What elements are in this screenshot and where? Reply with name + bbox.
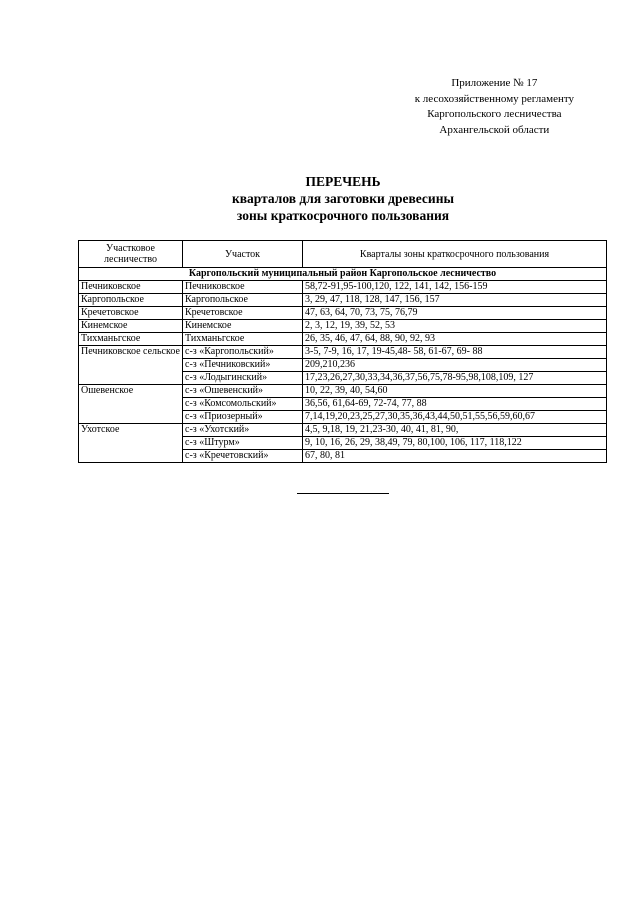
appendix-header: [415, 76, 574, 138]
quarters-cell: 36,56, 61,64-69, 72-74, 77, 88: [303, 398, 607, 411]
quarters-table: [78, 240, 607, 463]
section-title: Каргопольский муниципальный район Каргопольское лесничество: [79, 268, 607, 281]
quarters-cell: 9, 10, 16, 26, 29, 38,49, 79, 80,100, 106, 117, 118,122: [303, 437, 607, 450]
table-row: [79, 424, 607, 437]
title-line-2: кварталов для заготовки древесины: [231, 191, 455, 206]
district-cell: Каргопольское: [79, 294, 183, 307]
appendix-line-1: Приложение № 17: [451, 77, 538, 89]
district-cell: Кинемское: [79, 320, 183, 333]
table-row: [79, 281, 607, 294]
title-line-3: зоны краткосрочного пользования: [236, 208, 450, 223]
table-row: [79, 346, 607, 359]
quarters-cell: 17,23,26,27,30,33,34,36,37,56,75,78-95,98,108,109, 127: [303, 372, 607, 385]
district-cell: Тихманьгское: [79, 333, 183, 346]
table-header-row: [79, 241, 607, 268]
district-cell: Печниковское: [79, 281, 183, 294]
quarters-cell: 7,14,19,20,23,25,27,30,35,36,43,44,50,51,55,56,59,60,67: [303, 411, 607, 424]
table-row: [79, 385, 607, 398]
plot-cell: с-з «Печниковский»: [183, 359, 303, 372]
quarters-cell: 2, 3, 12, 19, 39, 52, 53: [303, 320, 607, 333]
plot-cell: с-з «Ухотский»: [183, 424, 303, 437]
plot-cell: с-з «Кречетовский»: [183, 450, 303, 463]
plot-cell: с-з «Комсомольский»: [183, 398, 303, 411]
plot-cell: с-з «Приозерный»: [183, 411, 303, 424]
district-cell: Ухотское: [79, 424, 183, 463]
quarters-cell: 3, 29, 47, 118, 128, 147, 156, 157: [303, 294, 607, 307]
header-plot: Участок: [183, 241, 303, 268]
end-divider-line: [297, 493, 389, 494]
plot-cell: Тихманьгское: [183, 333, 303, 346]
quarters-cell: 4,5, 9,18, 19, 21,23-30, 40, 41, 81, 90,: [303, 424, 607, 437]
appendix-line-3: Каргопольского лесничества: [427, 108, 562, 120]
quarters-cell: 58,72-91,95-100,120, 122, 141, 142, 156-159: [303, 281, 607, 294]
plot-cell: Кречетовское: [183, 307, 303, 320]
table-row: [79, 333, 607, 346]
plot-cell: с-з «Штурм»: [183, 437, 303, 450]
quarters-cell: 3-5, 7-9, 16, 17, 19-45,48- 58, 61-67, 69- 88: [303, 346, 607, 359]
district-cell: Кречетовское: [79, 307, 183, 320]
appendix-line-2: к лесохозяйственному регламенту: [414, 92, 574, 105]
quarters-cell: 47, 63, 64, 70, 73, 75, 76,79: [303, 307, 607, 320]
plot-cell: с-з «Ошевенский»: [183, 385, 303, 398]
document-title: [0, 173, 640, 224]
table-row: [79, 320, 607, 333]
plot-cell: с-з «Каргопольский»: [183, 346, 303, 359]
header-quarters: Кварталы зоны краткосрочного пользования: [303, 241, 607, 268]
quarters-cell: 26, 35, 46, 47, 64, 88, 90, 92, 93: [303, 333, 607, 346]
table-row: [79, 294, 607, 307]
title-line-1: ПЕРЕЧЕНЬ: [305, 174, 381, 189]
quarters-cell: 209,210,236: [303, 359, 607, 372]
appendix-line-4: Архангельской области: [439, 123, 550, 136]
quarters-cell: 10, 22, 39, 40, 54,60: [303, 385, 607, 398]
table-row: [79, 307, 607, 320]
header-district: Участковое лесничество: [79, 241, 183, 268]
quarters-cell: 67, 80, 81: [303, 450, 607, 463]
plot-cell: Кинемское: [183, 320, 303, 333]
plot-cell: с-з «Лодыгинский»: [183, 372, 303, 385]
plot-cell: Каргопольское: [183, 294, 303, 307]
table-section-row: [79, 268, 607, 281]
plot-cell: Печниковское: [183, 281, 303, 294]
district-cell: Ошевенское: [79, 385, 183, 424]
district-cell: Печниковское сельское: [79, 346, 183, 385]
